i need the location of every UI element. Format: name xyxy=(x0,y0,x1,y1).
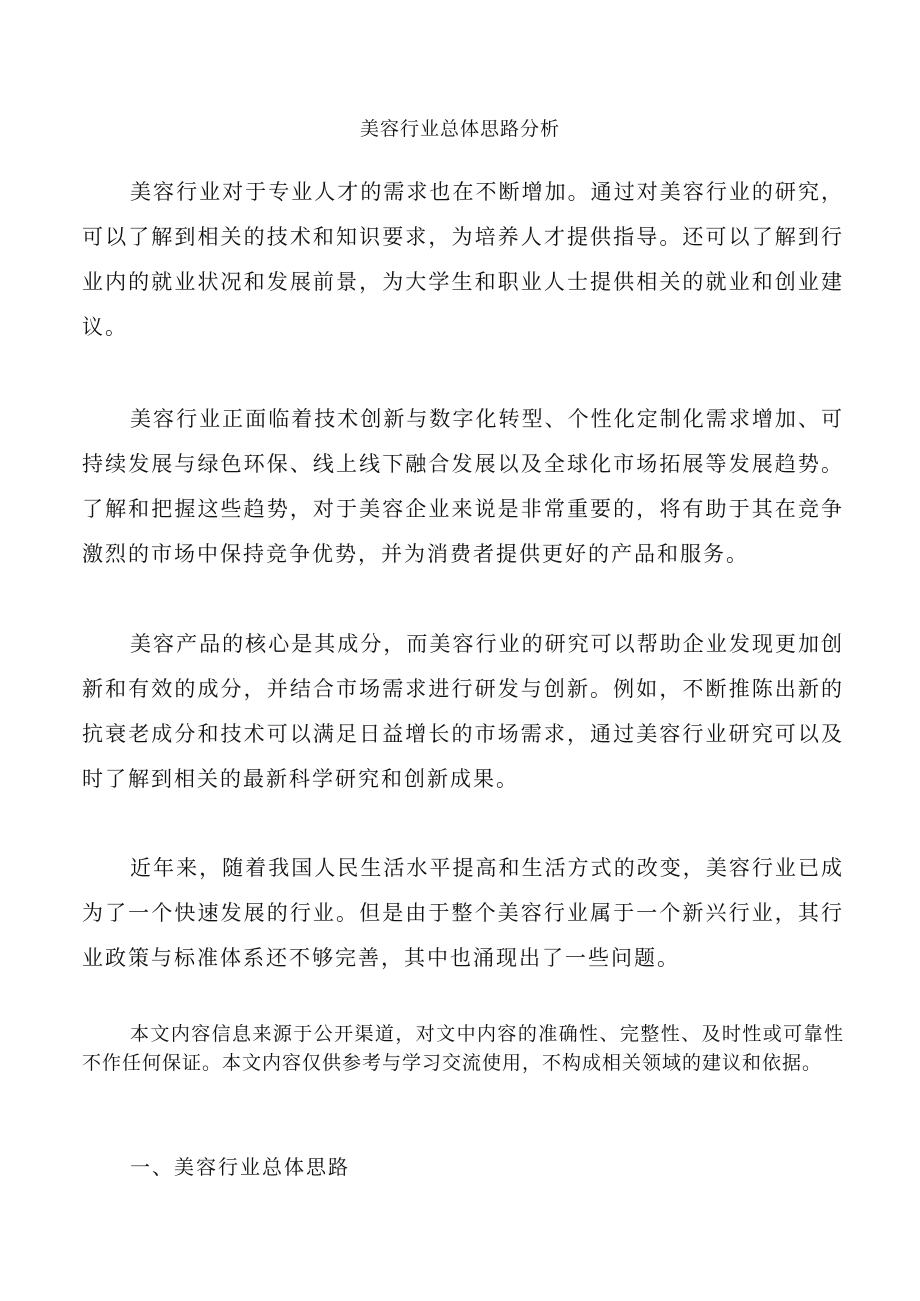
body-paragraph: 美容行业对于专业人才的需求也在不断增加。通过对美容行业的研究，可以了解到相关的技术和知识要求，为培养人才提供指导。还可以了解到行业内的就业状况和发展前景，为大学生和职业人士提供相关的就业和创业建议。 xyxy=(82,180,844,339)
document-title: 美容行业总体思路分析 xyxy=(359,118,560,140)
body-paragraph: 美容产品的核心是其成分，而美容行业的研究可以帮助企业发现更加创新和有效的成分，并结合市场需求进行研发与创新。例如，不断推陈出新的抗衰老成分和技术可以满足日益增长的市场需求，通过美容行业研究可以及时了解到相关的最新科学研究和创新成果。 xyxy=(82,632,844,791)
body-paragraph: 美容行业正面临着技术创新与数字化转型、个性化定制化需求增加、可持续发展与绿色环保、线上线下融合发展以及全球化市场拓展等发展趋势。了解和把握这些趋势，对于美容企业来说是非常重要的，将有助于其在竞争激烈的市场中保持竞争优势，并为消费者提供更好的产品和服务。 xyxy=(82,407,844,566)
disclaimer-text: 本文内容信息来源于公开渠道，对文中内容的准确性、完整性、及时性或可靠性不作任何保证。本文内容仅供参考与学习交流使用，不构成相关领域的建议和依据。 xyxy=(82,1023,844,1074)
body-paragraph: 近年来，随着我国人民生活水平提高和生活方式的改变，美容行业已成为了一个快速发展的行业。但是由于整个美容行业属于一个新兴行业，其行业政策与标准体系还不够完善，其中也涌现出了一些问题。 xyxy=(82,856,844,970)
section-heading: 一、美容行业总体思路 xyxy=(130,1155,350,1179)
